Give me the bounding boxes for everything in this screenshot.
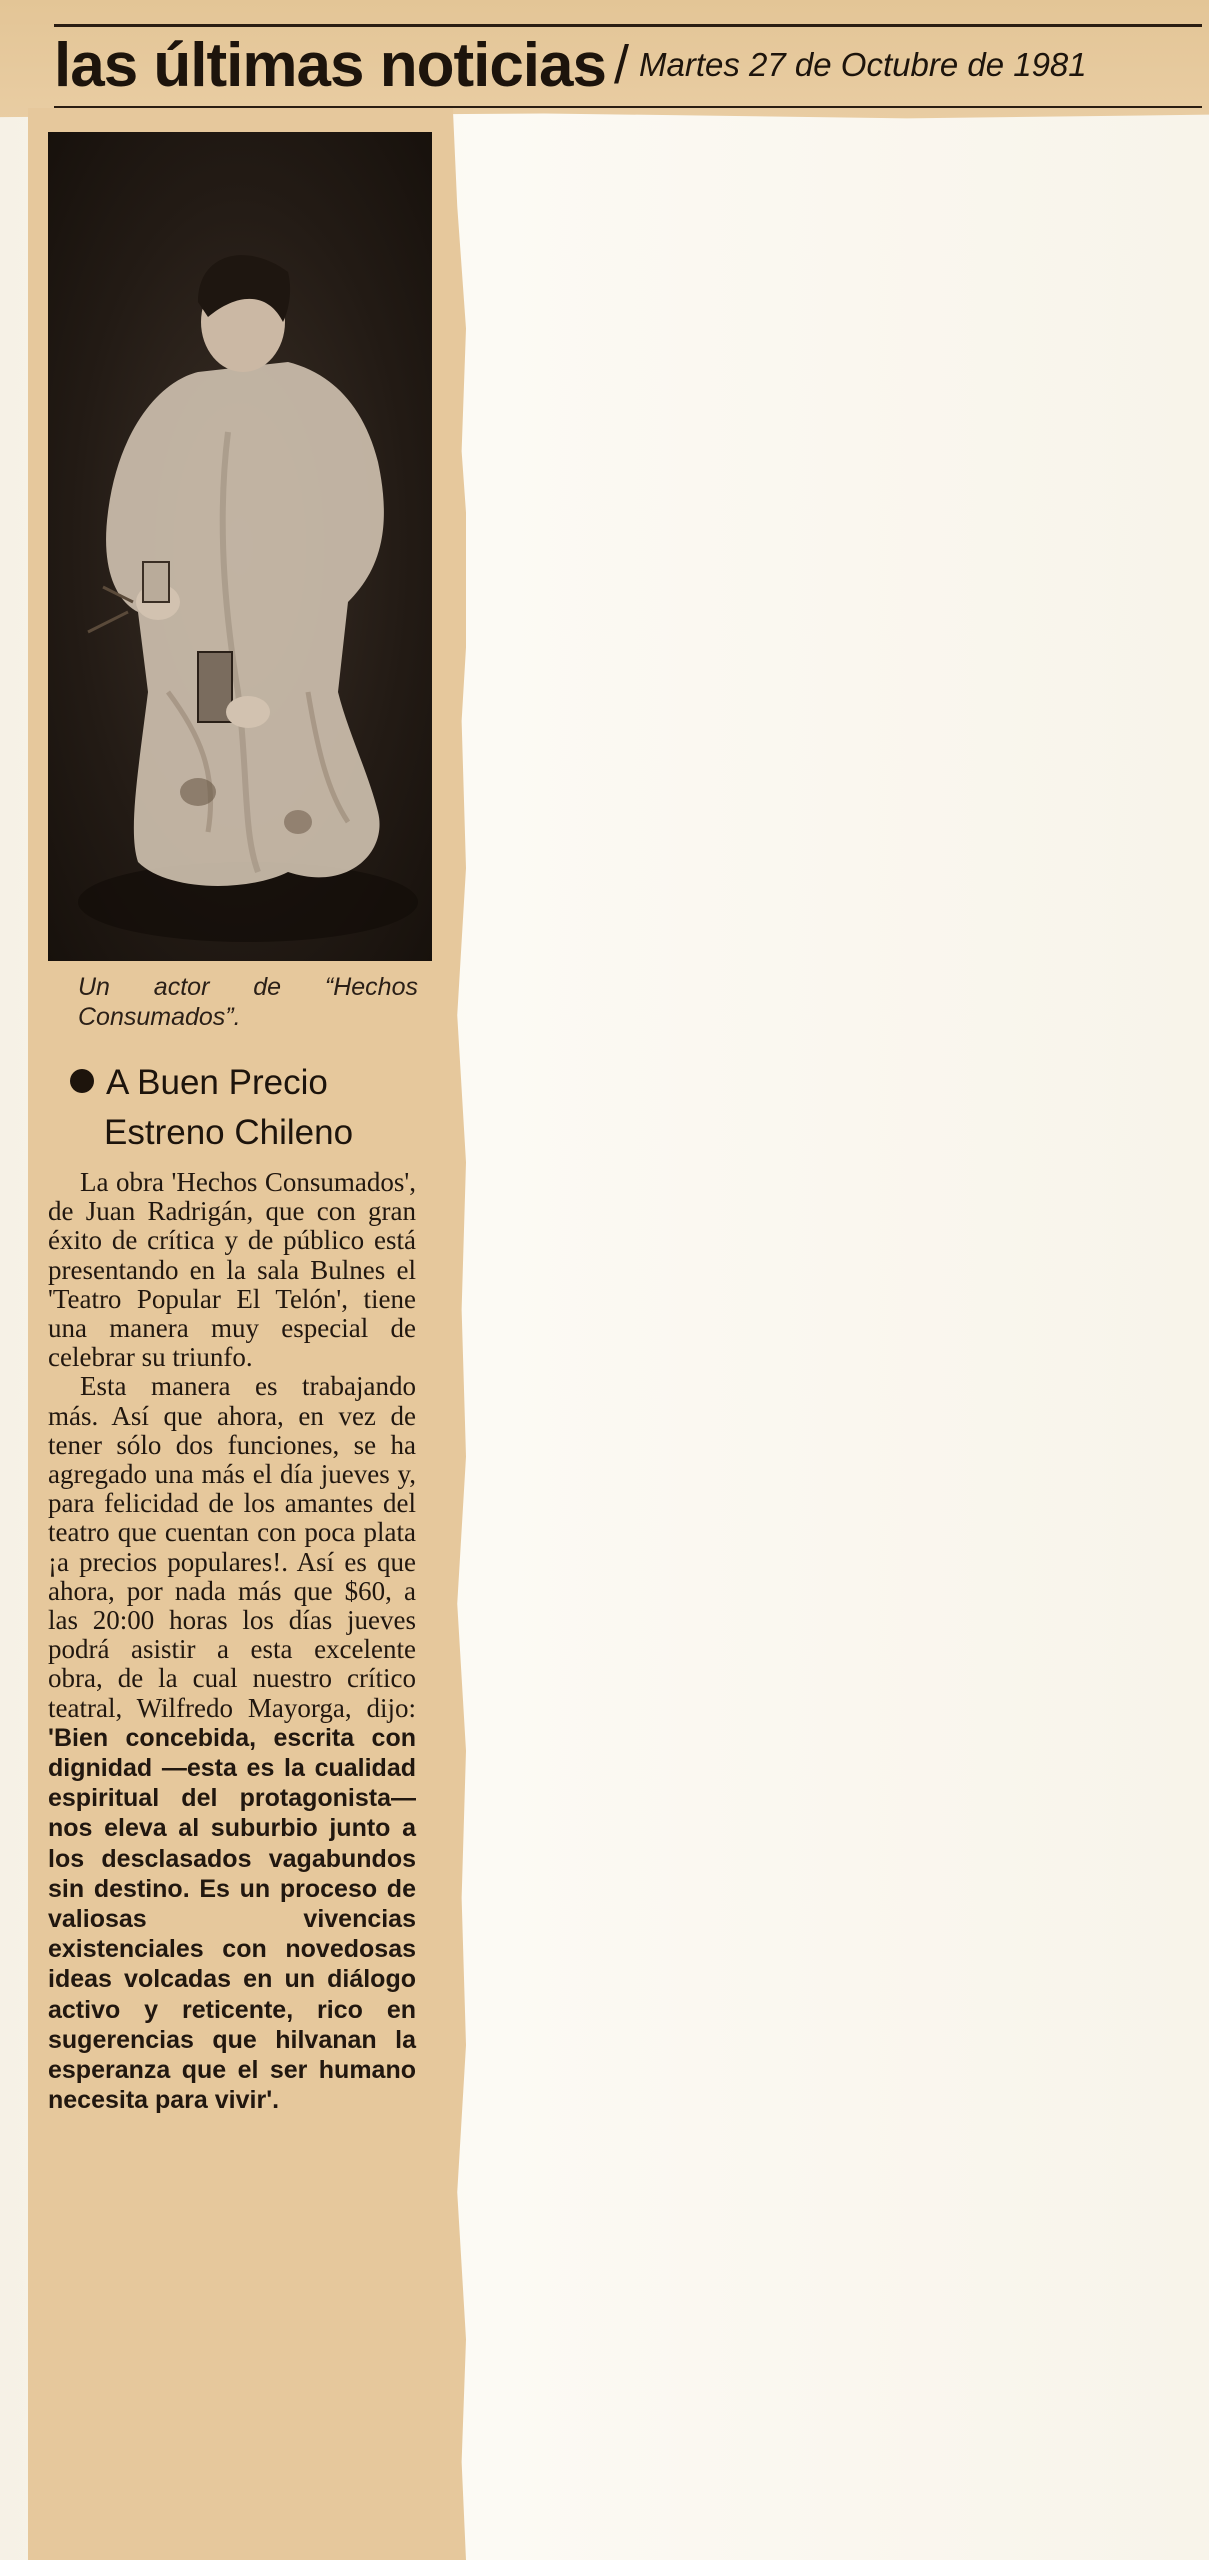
headline-line-2: Estreno Chileno <box>104 1113 354 1152</box>
bullet-icon <box>70 1069 94 1093</box>
article-headline <box>70 1058 430 1158</box>
masthead <box>54 24 1087 106</box>
actor-illustration <box>48 132 432 961</box>
photo-caption: Un actor de “Hechos Consumados”. <box>78 973 418 1031</box>
article-body <box>48 1168 416 2116</box>
masthead-rule-bottom <box>54 106 1202 108</box>
critic-quote: 'Bien concebida, escrita con dignidad —esta es la cualidad espiritual del protagonista— nos eleva al suburbio junto a los desclasados vagabundos sin destino. Es un proceso de valiosas vivencias existenciales con novedosas ideas volcadas en un diálogo activo y reticente, rico en sugerencias que hilvanan la esperanza que el ser humano necesita para vivir'. <box>48 1723 416 2115</box>
actor-photo <box>48 132 432 961</box>
publication-date: Martes 27 de Octubre de 1981 <box>639 46 1087 83</box>
paragraph-2-text: Esta manera es trabajando más. Así que ahora, en vez de tener sólo dos funciones, se ha agregado una más el día jueves y, para felicidad de los amantes del teatro que cuentan con poca plata ¡a precios populares!. Así es que ahora, por nada más que $60, a las 20:00 horas los días jueves podrá asistir a esta excelente obra, de la cual nuestro crítico teatral, Wilfredo Mayorga, dijo: <box>48 1371 416 1723</box>
article-paragraph-1: La obra 'Hechos Consumados', de Juan Radrigán, que con gran éxito de crítica y de público está presentando en la sala Bulnes el 'Teatro Popular El Telón', tiene una manera muy especial de celebrar su triunfo. <box>48 1167 416 1373</box>
newspaper-name: las últimas noticias <box>54 30 606 100</box>
headline-line-1: A Buen Precio <box>106 1063 328 1102</box>
article-paragraph-2 <box>48 1372 416 2115</box>
masthead-slash: / <box>614 35 630 95</box>
